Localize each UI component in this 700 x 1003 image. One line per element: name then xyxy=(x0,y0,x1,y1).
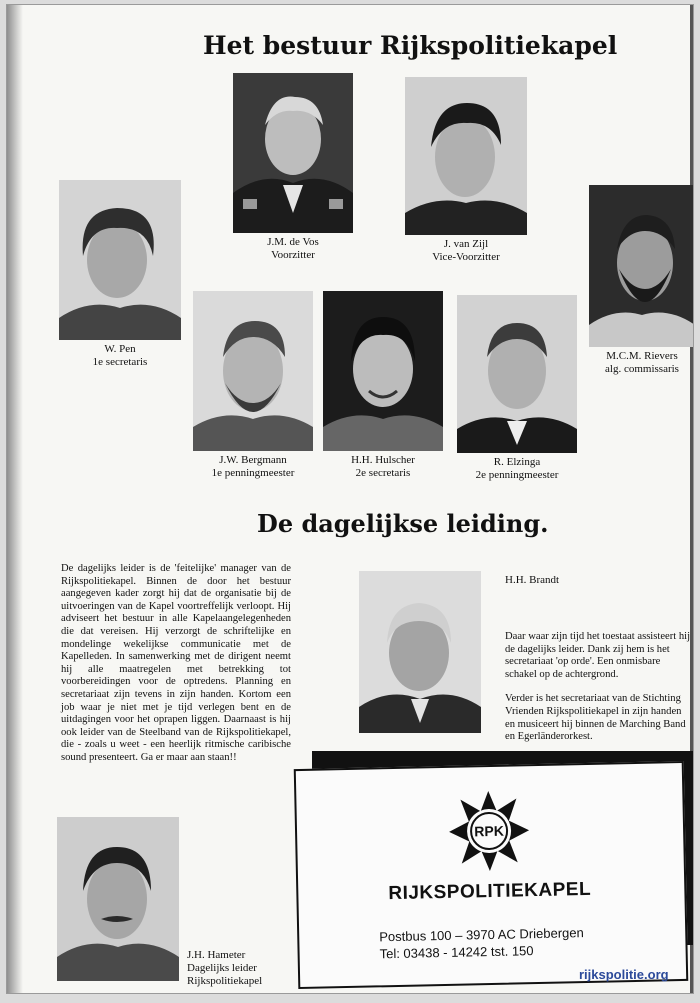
brandt-paragraph-2: Verder is het secretariaat van de Stichting Vrienden Rijkspolitiekapel in zijn handen en musiceert hij binnen de Marching Band en Egerländerorkest. xyxy=(505,693,686,743)
magazine-page xyxy=(6,4,694,994)
section-heading: De dagelijkse leiding. xyxy=(257,509,549,538)
portrait-photo-hulscher xyxy=(323,291,443,451)
leader-role: Dagelijks leider xyxy=(187,962,257,974)
caption-hameter xyxy=(187,949,262,988)
caption-hulscher xyxy=(323,454,443,480)
page-title: Het bestuur Rijkspolitiekapel xyxy=(203,31,618,60)
board-member-role: Voorzitter xyxy=(271,249,315,261)
caption-elzinga xyxy=(457,456,577,482)
portrait-photo-bergmann xyxy=(193,291,313,451)
caption-bergmann xyxy=(193,454,313,480)
leader-name: J.H. Hameter xyxy=(187,949,246,961)
caption-van-zijl xyxy=(405,238,527,264)
board-member-name: W. Pen xyxy=(104,343,136,355)
badge-text: RPK xyxy=(474,822,505,840)
portrait-photo-rievers xyxy=(589,185,694,347)
brandt-paragraph-1: Daar waar zijn tijd het toestaat assisteert hij de dagelijks leider. Dank zij hem is het secretariaat 'op orde'. Een onmisbare schakel op de achtergrond. xyxy=(505,631,691,680)
portrait-photo-hameter xyxy=(57,817,179,981)
board-member-name: H.H. Hulscher xyxy=(351,454,415,466)
portrait-photo-brandt xyxy=(359,571,481,733)
board-member-name: J. van Zijl xyxy=(443,238,489,250)
board-member-name: J.W. Bergmann xyxy=(219,454,287,466)
board-member-role: 2e penningmeester xyxy=(475,469,559,481)
board-member-name: R. Elzinga xyxy=(493,456,541,468)
brandt-description xyxy=(505,631,691,756)
board-member-role: 1e secretaris xyxy=(92,356,148,368)
leader-description xyxy=(61,563,291,765)
portrait-photo-de-vos xyxy=(233,73,353,233)
board-member-role: alg. commissaris xyxy=(605,363,679,375)
board-member-role: Vice-Voorzitter xyxy=(432,251,500,263)
card-title: RIJKSPOLITIEKAPEL xyxy=(388,878,592,905)
caption-pen xyxy=(59,343,181,369)
board-member-role: 1e penningmeester xyxy=(211,467,295,479)
board-member-name: J.M. de Vos xyxy=(267,236,319,248)
portrait-photo-pen xyxy=(59,180,181,340)
board-member-name: M.C.M. Rievers xyxy=(606,350,678,362)
site-watermark: rijkspolitie.org xyxy=(579,967,669,982)
brandt-name: H.H. Brandt xyxy=(505,574,560,586)
page-spine-shadow xyxy=(7,5,23,993)
rpk-badge-icon xyxy=(446,788,532,874)
caption-de-vos xyxy=(233,236,353,262)
portrait-photo-elzinga xyxy=(457,295,577,453)
caption-rievers xyxy=(589,350,694,376)
address-card xyxy=(294,761,689,989)
card-phone: Tel: 03438 - 14242 tst. 150 xyxy=(379,943,534,962)
board-member-role: 2e secretaris xyxy=(355,467,411,479)
card-address: Postbus 100 – 3970 AC Driebergen xyxy=(379,925,584,945)
leader-organisation: Rijkspolitiekapel xyxy=(187,975,263,987)
portrait-photo-van-zijl xyxy=(405,77,527,235)
leader-paragraph: De dagelijks leider is de 'feitelijke' manager van de Rijkspolitiekapel. Binnen de door het bestuur aangegeven kader zorgt hij dat de organisatie bij de uitvoeringen van de Kapel voortreffelijk verloopt. Hij adviseert het bestuur in alle Kapelaangelegenheden die dat vereisen. Hij verzorgt de schriftelijke en mondelinge wekelijkse communicatie met de Kapelleden. In samenwerking met de dirigent neemt hij alle maatregelen met betrekking tot voorbereidingen voor de optredens. Planning en secretariaat zijn tevens in zijn handen. Kortom een job waar je niet met je tijd verlegen bent en de uitdagingen voor het oprapen liggen. Daarnaast is hij ook leider van de Steelband van de Rijkspolitiekapel, die - zoals u weet - een heerlijk ritmische caribische sound presenteert. Ga er maar aan staan!! xyxy=(61,563,291,763)
